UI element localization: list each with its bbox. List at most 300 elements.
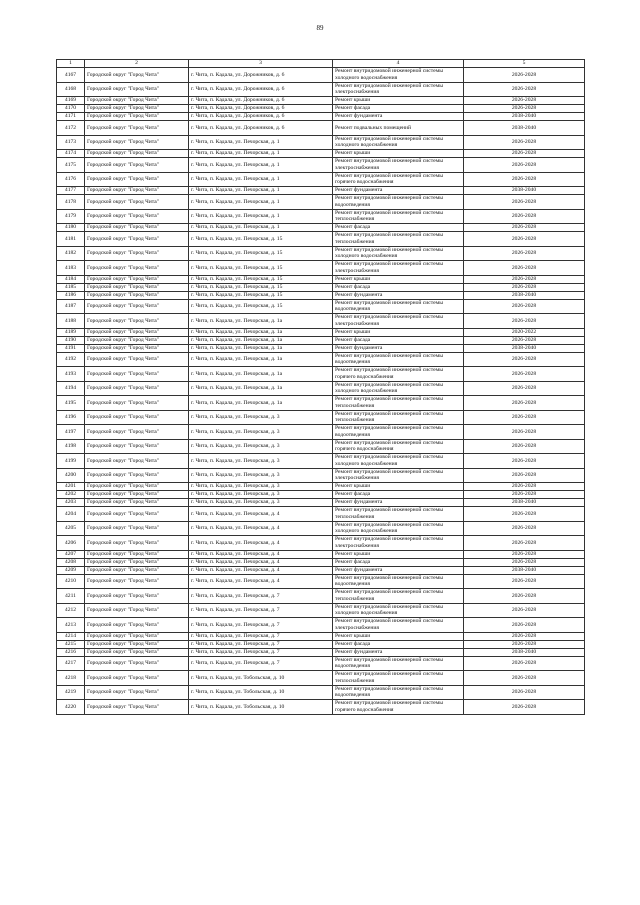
address-cell: г. Чита, п. Кадала, ул. Печорская, д. 15 — [189, 291, 333, 299]
period-cell: 2026-2028 — [464, 246, 585, 261]
table-row — [57, 454, 585, 469]
municipality-cell: Городской округ "Город Чита" — [85, 135, 189, 150]
address-cell: г. Чита, п. Кадала, ул. Печорская, д. 7 — [189, 603, 333, 618]
address-cell: г. Чита, п. Кадала, ул. Печорская, д. 1 — [189, 158, 333, 173]
row-number-cell: 4191 — [57, 344, 85, 352]
row-number-cell: 4195 — [57, 396, 85, 411]
municipality-cell: Городской округ "Город Чита" — [85, 483, 189, 491]
municipality-cell: Городской округ "Город Чита" — [85, 283, 189, 291]
table-row — [57, 410, 585, 425]
address-cell: г. Чита, п. Кадала, ул. Печорская, д. 15 — [189, 283, 333, 291]
address-cell: г. Чита, п. Кадала, ул. Дорожников, д. 6 — [189, 121, 333, 136]
row-number-cell: 4216 — [57, 648, 85, 656]
period-cell: 2026-2028 — [464, 209, 585, 224]
address-cell: г. Чита, п. Кадала, ул. Печорская, д. 7 — [189, 618, 333, 633]
column-number-3: 3 — [189, 60, 333, 68]
row-number-cell: 4211 — [57, 589, 85, 604]
municipality-cell: Городской округ "Город Чита" — [85, 589, 189, 604]
municipality-cell: Городской округ "Город Чита" — [85, 261, 189, 276]
work-type-cell: Ремонт внутридомовой инженерной системы теплоснабжения — [333, 232, 464, 247]
address-cell: г. Чита, п. Кадала, ул. Печорская, д. 15 — [189, 232, 333, 247]
municipality-cell: Городской округ "Город Чита" — [85, 566, 189, 574]
address-cell: г. Чита, п. Кадала, ул. Печорская, д. 15 — [189, 275, 333, 283]
work-type-cell: Ремонт крыши — [333, 97, 464, 105]
period-cell: 2026-2028 — [464, 314, 585, 329]
work-type-cell: Ремонт крыши — [333, 275, 464, 283]
period-cell: 2026-2028 — [464, 135, 585, 150]
address-cell: г. Чита, п. Кадала, ул. Печорская, д. 3 — [189, 499, 333, 507]
address-cell: г. Чита, п. Кадала, ул. Печорская, д. 3 — [189, 483, 333, 491]
table-row — [57, 381, 585, 396]
column-number-4: 4 — [333, 60, 464, 68]
address-cell: г. Чита, п. Кадала, ул. Дорожников, д. 6 — [189, 97, 333, 105]
address-cell: г. Чита, п. Кадала, ул. Печорская, д. 4 — [189, 558, 333, 566]
address-cell: г. Чита, п. Кадала, ул. Печорская, д. 4 — [189, 536, 333, 551]
address-cell: г. Чита, п. Кадала, ул. Печорская, д. 4 — [189, 507, 333, 522]
municipality-cell: Городской округ "Город Чита" — [85, 195, 189, 210]
period-cell: 2026-2028 — [464, 299, 585, 314]
work-type-cell: Ремонт внутридомовой инженерной системы холодного водоснабжения — [333, 68, 464, 83]
address-cell: г. Чита, п. Кадала, ул. Печорская, д. 4 — [189, 550, 333, 558]
period-cell: 2026-2028 — [464, 336, 585, 344]
row-number-cell: 4215 — [57, 640, 85, 648]
work-type-cell: Ремонт фасада — [333, 283, 464, 291]
row-number-cell: 4196 — [57, 410, 85, 425]
row-number-cell: 4217 — [57, 656, 85, 671]
municipality-cell: Городской округ "Город Чита" — [85, 209, 189, 224]
table-row — [57, 352, 585, 367]
work-type-cell: Ремонт внутридомовой инженерной системы теплоснабжения — [333, 507, 464, 522]
work-type-cell: Ремонт внутридомовой инженерной системы электроснабжения — [333, 536, 464, 551]
address-cell: г. Чита, п. Кадала, ул. Печорская, д. 1а — [189, 344, 333, 352]
period-cell: 2026-2028 — [464, 224, 585, 232]
period-cell: 2026-2028 — [464, 283, 585, 291]
table-row — [57, 113, 585, 121]
row-number-cell: 4175 — [57, 158, 85, 173]
row-number-cell: 4214 — [57, 632, 85, 640]
work-type-cell: Ремонт фасада — [333, 640, 464, 648]
table-row — [57, 632, 585, 640]
row-number-cell: 4167 — [57, 68, 85, 83]
repair-schedule-table — [56, 59, 585, 715]
municipality-cell: Городской округ "Город Чита" — [85, 246, 189, 261]
municipality-cell: Городской округ "Город Чита" — [85, 172, 189, 187]
municipality-cell: Городской округ "Город Чита" — [85, 685, 189, 700]
municipality-cell: Городской округ "Город Чита" — [85, 82, 189, 97]
row-number-cell: 4213 — [57, 618, 85, 633]
work-type-cell: Ремонт внутридомовой инженерной системы электроснабжения — [333, 261, 464, 276]
address-cell: г. Чита, п. Кадала, ул. Печорская, д. 3 — [189, 439, 333, 454]
municipality-cell: Городской округ "Город Чита" — [85, 603, 189, 618]
municipality-cell: Городской округ "Город Чита" — [85, 425, 189, 440]
work-type-cell: Ремонт внутридомовой инженерной системы электроснабжения — [333, 618, 464, 633]
row-number-cell: 4192 — [57, 352, 85, 367]
row-number-cell: 4174 — [57, 150, 85, 158]
address-cell: г. Чита, п. Кадала, ул. Печорская, д. 1а — [189, 352, 333, 367]
row-number-cell: 4212 — [57, 603, 85, 618]
work-type-cell: Ремонт внутридомовой инженерной системы водоотведения — [333, 425, 464, 440]
row-number-cell: 4183 — [57, 261, 85, 276]
table-row — [57, 82, 585, 97]
table-row — [57, 246, 585, 261]
period-cell: 2038-2040 — [464, 499, 585, 507]
address-cell: г. Чита, п. Кадала, ул. Печорская, д. 7 — [189, 640, 333, 648]
municipality-cell: Городской округ "Город Чита" — [85, 150, 189, 158]
work-type-cell: Ремонт фундамента — [333, 113, 464, 121]
work-type-cell: Ремонт крыши — [333, 632, 464, 640]
period-cell: 2038-2040 — [464, 344, 585, 352]
table-row — [57, 328, 585, 336]
table-row — [57, 158, 585, 173]
row-number-cell: 4178 — [57, 195, 85, 210]
table-row — [57, 425, 585, 440]
work-type-cell: Ремонт фундамента — [333, 344, 464, 352]
municipality-cell: Городской округ "Город Чита" — [85, 574, 189, 589]
period-cell: 2026-2028 — [464, 68, 585, 83]
address-cell: г. Чита, п. Кадала, ул. Печорская, д. 1 — [189, 135, 333, 150]
table-row — [57, 671, 585, 686]
address-cell: г. Чита, п. Кадала, ул. Печорская, д. 3 — [189, 454, 333, 469]
work-type-cell: Ремонт внутридомовой инженерной системы водоотведения — [333, 656, 464, 671]
work-type-cell: Ремонт внутридомовой инженерной системы водоотведения — [333, 299, 464, 314]
row-number-cell: 4179 — [57, 209, 85, 224]
table-row — [57, 618, 585, 633]
municipality-cell: Городской округ "Город Чита" — [85, 328, 189, 336]
address-cell: г. Чита, п. Кадала, ул. Печорская, д. 15 — [189, 299, 333, 314]
work-type-cell: Ремонт внутридомовой инженерной системы горячего водоснабжения — [333, 700, 464, 715]
address-cell: г. Чита, п. Кадала, ул. Печорская, д. 1а — [189, 367, 333, 382]
work-type-cell: Ремонт внутридомовой инженерной системы водоотведения — [333, 352, 464, 367]
table-row — [57, 150, 585, 158]
table-row — [57, 105, 585, 113]
period-cell: 2026-2028 — [464, 232, 585, 247]
table-row — [57, 396, 585, 411]
table-row — [57, 468, 585, 483]
work-type-cell: Ремонт внутридомовой инженерной системы холодного водоснабжения — [333, 246, 464, 261]
work-type-cell: Ремонт внутридомовой инженерной системы холодного водоснабжения — [333, 454, 464, 469]
period-cell: 2026-2028 — [464, 396, 585, 411]
row-number-cell: 4208 — [57, 558, 85, 566]
municipality-cell: Городской округ "Город Чита" — [85, 618, 189, 633]
work-type-cell: Ремонт внутридомовой инженерной системы теплоснабжения — [333, 396, 464, 411]
table-row — [57, 656, 585, 671]
municipality-cell: Городской округ "Город Чита" — [85, 507, 189, 522]
municipality-cell: Городской округ "Город Чита" — [85, 656, 189, 671]
period-cell: 2026-2028 — [464, 603, 585, 618]
period-cell: 2026-2028 — [464, 656, 585, 671]
table-row — [57, 574, 585, 589]
municipality-cell: Городской округ "Город Чита" — [85, 648, 189, 656]
address-cell: г. Чита, п. Кадала, ул. Печорская, д. 1а — [189, 328, 333, 336]
row-number-cell: 4219 — [57, 685, 85, 700]
period-cell: 2026-2028 — [464, 507, 585, 522]
row-number-cell: 4193 — [57, 367, 85, 382]
period-cell: 2020-2022 — [464, 328, 585, 336]
table-row — [57, 589, 585, 604]
work-type-cell: Ремонт внутридомовой инженерной системы теплоснабжения — [333, 671, 464, 686]
table-row — [57, 685, 585, 700]
row-number-cell: 4169 — [57, 97, 85, 105]
municipality-cell: Городской округ "Город Чита" — [85, 632, 189, 640]
row-number-cell: 4181 — [57, 232, 85, 247]
work-type-cell: Ремонт фасада — [333, 491, 464, 499]
municipality-cell: Городской округ "Город Чита" — [85, 521, 189, 536]
municipality-cell: Городской округ "Город Чита" — [85, 232, 189, 247]
work-type-cell: Ремонт фундамента — [333, 291, 464, 299]
table-row — [57, 367, 585, 382]
address-cell: г. Чита, п. Кадала, ул. Печорская, д. 3 — [189, 491, 333, 499]
table-row — [57, 232, 585, 247]
work-type-cell: Ремонт внутридомовой инженерной системы водоотведения — [333, 574, 464, 589]
work-type-cell: Ремонт внутридомовой инженерной системы водоотведения — [333, 195, 464, 210]
work-type-cell: Ремонт крыши — [333, 483, 464, 491]
address-cell: г. Чита, п. Кадала, ул. Печорская, д. 4 — [189, 566, 333, 574]
address-cell: г. Чита, п. Кадала, ул. Печорская, д. 1 — [189, 187, 333, 195]
work-type-cell: Ремонт внутридомовой инженерной системы электроснабжения — [333, 158, 464, 173]
row-number-cell: 4187 — [57, 299, 85, 314]
row-number-cell: 4185 — [57, 283, 85, 291]
row-number-cell: 4202 — [57, 491, 85, 499]
municipality-cell: Городской округ "Город Чита" — [85, 491, 189, 499]
table-row — [57, 439, 585, 454]
column-number-5: 5 — [464, 60, 585, 68]
municipality-cell: Городской округ "Город Чита" — [85, 291, 189, 299]
address-cell: г. Чита, п. Кадала, ул. Тобольская, д. 10 — [189, 671, 333, 686]
work-type-cell: Ремонт фасада — [333, 558, 464, 566]
municipality-cell: Городской округ "Город Чита" — [85, 68, 189, 83]
row-number-cell: 4198 — [57, 439, 85, 454]
table-row — [57, 135, 585, 150]
municipality-cell: Городской округ "Город Чита" — [85, 224, 189, 232]
address-cell: г. Чита, п. Кадала, ул. Печорская, д. 4 — [189, 574, 333, 589]
period-cell: 2026-2028 — [464, 261, 585, 276]
table-row — [57, 507, 585, 522]
work-type-cell: Ремонт фасада — [333, 224, 464, 232]
row-number-cell: 4207 — [57, 550, 85, 558]
period-cell: 2026-2028 — [464, 150, 585, 158]
address-cell: г. Чита, п. Кадала, ул. Печорская, д. 7 — [189, 648, 333, 656]
address-cell: г. Чита, п. Кадала, ул. Печорская, д. 1 — [189, 172, 333, 187]
address-cell: г. Чита, п. Кадала, ул. Печорская, д. 15 — [189, 246, 333, 261]
table-row — [57, 299, 585, 314]
table-row — [57, 566, 585, 574]
address-cell: г. Чита, п. Кадала, ул. Дорожников, д. 6 — [189, 113, 333, 121]
period-cell: 2026-2028 — [464, 381, 585, 396]
municipality-cell: Городской округ "Город Чита" — [85, 113, 189, 121]
municipality-cell: Городской округ "Город Чита" — [85, 454, 189, 469]
work-type-cell: Ремонт подвальных помещений — [333, 121, 464, 136]
municipality-cell: Городской округ "Город Чита" — [85, 275, 189, 283]
period-cell: 2038-2040 — [464, 187, 585, 195]
row-number-cell: 4189 — [57, 328, 85, 336]
row-number-cell: 4180 — [57, 224, 85, 232]
work-type-cell: Ремонт внутридомовой инженерной системы холодного водоснабжения — [333, 135, 464, 150]
row-number-cell: 4197 — [57, 425, 85, 440]
row-number-cell: 4188 — [57, 314, 85, 329]
work-type-cell: Ремонт внутридомовой инженерной системы электроснабжения — [333, 468, 464, 483]
address-cell: г. Чита, п. Кадала, ул. Печорская, д. 4 — [189, 521, 333, 536]
row-number-cell: 4171 — [57, 113, 85, 121]
work-type-cell: Ремонт внутридомовой инженерной системы электроснабжения — [333, 314, 464, 329]
row-number-cell: 4201 — [57, 483, 85, 491]
page-number: 89 — [316, 24, 324, 32]
table-row — [57, 224, 585, 232]
row-number-cell: 4182 — [57, 246, 85, 261]
table-row — [57, 550, 585, 558]
period-cell: 2026-2028 — [464, 195, 585, 210]
address-cell: г. Чита, п. Кадала, ул. Печорская, д. 7 — [189, 656, 333, 671]
period-cell: 2026-2028 — [464, 521, 585, 536]
row-number-cell: 4209 — [57, 566, 85, 574]
address-cell: г. Чита, п. Кадала, ул. Печорская, д. 1 — [189, 150, 333, 158]
address-cell: г. Чита, п. Кадала, ул. Тобольская, д. 10 — [189, 685, 333, 700]
address-cell: г. Чита, п. Кадала, ул. Печорская, д. 3 — [189, 468, 333, 483]
address-cell: г. Чита, п. Кадала, ул. Печорская, д. 1 — [189, 209, 333, 224]
period-cell: 2026-2028 — [464, 158, 585, 173]
work-type-cell: Ремонт внутридомовой инженерной системы теплоснабжения — [333, 589, 464, 604]
address-cell: г. Чита, п. Кадала, ул. Печорская, д. 1 — [189, 195, 333, 210]
table-row — [57, 558, 585, 566]
period-cell: 2026-2028 — [464, 468, 585, 483]
municipality-cell: Городской округ "Город Чита" — [85, 671, 189, 686]
municipality-cell: Городской округ "Город Чита" — [85, 314, 189, 329]
period-cell: 2026-2028 — [464, 410, 585, 425]
municipality-cell: Городской округ "Город Чита" — [85, 536, 189, 551]
period-cell: 2026-2028 — [464, 550, 585, 558]
period-cell: 2038-2040 — [464, 291, 585, 299]
period-cell: 2026-2028 — [464, 685, 585, 700]
table-row — [57, 261, 585, 276]
address-cell: г. Чита, п. Кадала, ул. Печорская, д. 3 — [189, 410, 333, 425]
period-cell: 2026-2028 — [464, 97, 585, 105]
period-cell: 2026-2028 — [464, 172, 585, 187]
table-body — [57, 60, 585, 715]
table-row — [57, 195, 585, 210]
period-cell: 2026-2028 — [464, 700, 585, 715]
period-cell: 2026-2028 — [464, 618, 585, 633]
table-row — [57, 121, 585, 136]
municipality-cell: Городской округ "Город Чита" — [85, 336, 189, 344]
municipality-cell: Городской округ "Город Чита" — [85, 344, 189, 352]
address-cell: г. Чита, п. Кадала, ул. Дорожников, д. 6 — [189, 105, 333, 113]
row-number-cell: 4176 — [57, 172, 85, 187]
period-cell: 2026-2028 — [464, 275, 585, 283]
municipality-cell: Городской округ "Город Чита" — [85, 105, 189, 113]
table-row — [57, 491, 585, 499]
municipality-cell: Городской округ "Город Чита" — [85, 367, 189, 382]
row-number-cell: 4184 — [57, 275, 85, 283]
table-row — [57, 209, 585, 224]
period-cell: 2026-2028 — [464, 491, 585, 499]
municipality-cell: Городской округ "Город Чита" — [85, 396, 189, 411]
address-cell: г. Чита, п. Кадала, ул. Дорожников, д. 6 — [189, 68, 333, 83]
work-type-cell: Ремонт внутридомовой инженерной системы холодного водоснабжения — [333, 603, 464, 618]
address-cell: г. Чита, п. Кадала, ул. Печорская, д. 3 — [189, 425, 333, 440]
municipality-cell: Городской округ "Город Чита" — [85, 550, 189, 558]
work-type-cell: Ремонт фундамента — [333, 187, 464, 195]
municipality-cell: Городской округ "Город Чита" — [85, 352, 189, 367]
work-type-cell: Ремонт внутридомовой инженерной системы теплоснабжения — [333, 209, 464, 224]
municipality-cell: Городской округ "Город Чита" — [85, 187, 189, 195]
address-cell: г. Чита, п. Кадала, ул. Печорская, д. 1 — [189, 224, 333, 232]
address-cell: г. Чита, п. Кадала, ул. Дорожников, д. 6 — [189, 82, 333, 97]
address-cell: г. Чита, п. Кадала, ул. Печорская, д. 15 — [189, 261, 333, 276]
row-number-cell: 4206 — [57, 536, 85, 551]
address-cell: г. Чита, п. Кадала, ул. Тобольская, д. 10 — [189, 700, 333, 715]
period-cell: 2026-2028 — [464, 425, 585, 440]
table-row — [57, 640, 585, 648]
row-number-cell: 4218 — [57, 671, 85, 686]
municipality-cell: Городской округ "Город Чита" — [85, 439, 189, 454]
address-cell: г. Чита, п. Кадала, ул. Печорская, д. 1а — [189, 396, 333, 411]
row-number-cell: 4220 — [57, 700, 85, 715]
period-cell: 2026-2028 — [464, 439, 585, 454]
address-cell: г. Чита, п. Кадала, ул. Печорская, д. 7 — [189, 589, 333, 604]
period-cell: 2026-2028 — [464, 558, 585, 566]
period-cell: 2026-2028 — [464, 671, 585, 686]
municipality-cell: Городской округ "Город Чита" — [85, 558, 189, 566]
municipality-cell: Городской округ "Город Чита" — [85, 381, 189, 396]
table-row — [57, 344, 585, 352]
row-number-cell: 4210 — [57, 574, 85, 589]
work-type-cell: Ремонт крыши — [333, 150, 464, 158]
row-number-cell: 4205 — [57, 521, 85, 536]
period-cell: 2026-2028 — [464, 632, 585, 640]
work-type-cell: Ремонт фасада — [333, 105, 464, 113]
work-type-cell: Ремонт фундамента — [333, 566, 464, 574]
table-row — [57, 521, 585, 536]
period-cell: 2038-2040 — [464, 121, 585, 136]
municipality-cell: Городской округ "Город Чита" — [85, 158, 189, 173]
period-cell: 2038-2040 — [464, 566, 585, 574]
period-cell: 2038-2040 — [464, 113, 585, 121]
period-cell: 2026-2028 — [464, 454, 585, 469]
row-number-cell: 4203 — [57, 499, 85, 507]
row-number-cell: 4200 — [57, 468, 85, 483]
period-cell: 2038-2040 — [464, 648, 585, 656]
table-row — [57, 187, 585, 195]
table-row — [57, 68, 585, 83]
period-cell: 2026-2028 — [464, 589, 585, 604]
work-type-cell: Ремонт внутридомовой инженерной системы теплоснабжения — [333, 410, 464, 425]
table-row — [57, 275, 585, 283]
municipality-cell: Городской округ "Город Чита" — [85, 700, 189, 715]
table-row — [57, 603, 585, 618]
address-cell: г. Чита, п. Кадала, ул. Печорская, д. 1а — [189, 381, 333, 396]
period-cell: 2026-2028 — [464, 640, 585, 648]
table-row — [57, 336, 585, 344]
table-row — [57, 483, 585, 491]
row-number-cell: 4204 — [57, 507, 85, 522]
period-cell: 2026-2028 — [464, 574, 585, 589]
municipality-cell: Городской округ "Город Чита" — [85, 499, 189, 507]
work-type-cell: Ремонт внутридомовой инженерной системы холодного водоснабжения — [333, 521, 464, 536]
row-number-cell: 4186 — [57, 291, 85, 299]
work-type-cell: Ремонт внутридомовой инженерной системы горячего водоснабжения — [333, 439, 464, 454]
work-type-cell: Ремонт фундамента — [333, 648, 464, 656]
table-row — [57, 97, 585, 105]
period-cell: 2026-2028 — [464, 483, 585, 491]
row-number-cell: 4199 — [57, 454, 85, 469]
work-type-cell: Ремонт крыши — [333, 328, 464, 336]
table-row — [57, 283, 585, 291]
table-row — [57, 536, 585, 551]
municipality-cell: Городской округ "Город Чита" — [85, 97, 189, 105]
table-row — [57, 648, 585, 656]
row-number-cell: 4190 — [57, 336, 85, 344]
table-row — [57, 172, 585, 187]
work-type-cell: Ремонт крыши — [333, 550, 464, 558]
